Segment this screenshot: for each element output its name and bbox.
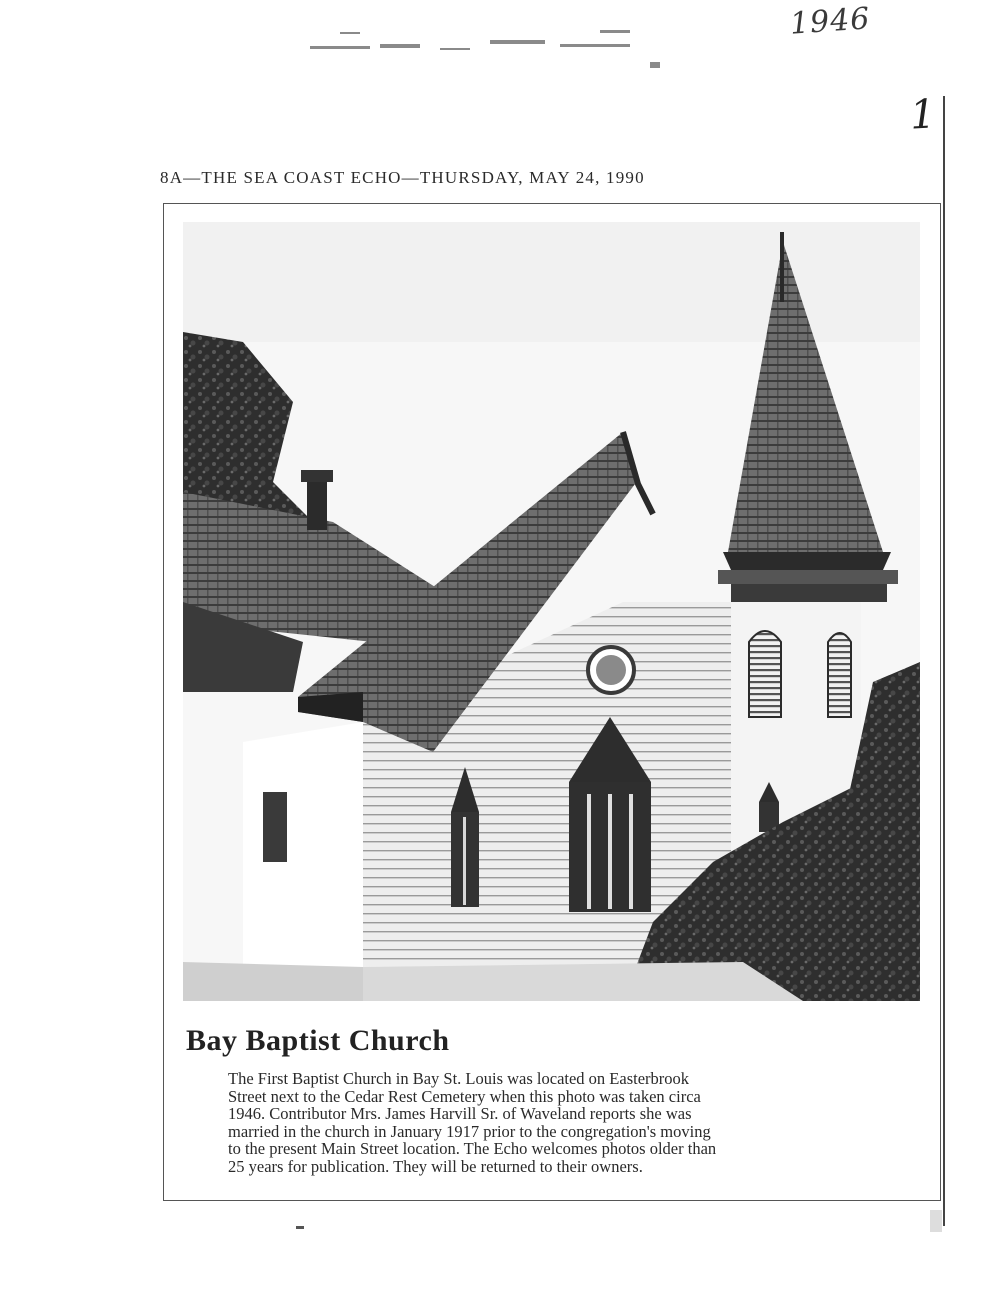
caption-line: to the present Main Street location. The Echo welcomes photos older than	[228, 1139, 717, 1159]
faded-masthead-smudge	[300, 18, 680, 78]
scan-artifact	[296, 1226, 304, 1229]
caption-line: 1946. Contributor Mrs. James Harvill Sr. of Waveland reports she was	[228, 1104, 692, 1124]
handwritten-year-annotation: 1946	[788, 1, 872, 42]
caption-line: The First Baptist Church in Bay St. Louis was located on Easterbrook	[228, 1069, 690, 1088]
newspaper-page-header: 8A—THE SEA COAST ECHO—THURSDAY, MAY 24, 1990	[160, 168, 645, 187]
caption-line: married in the church in January 1917 prior to the congregation's moving	[228, 1121, 711, 1141]
caption-line: 25 years for publication. They will be returned to their owners.	[228, 1156, 643, 1176]
article-title: Bay Baptist Church	[186, 1024, 450, 1057]
handwritten-page-mark: 1	[908, 91, 937, 139]
scan-artifact	[930, 1210, 942, 1232]
church-illustration	[183, 222, 920, 1001]
caption-line: Street next to the Cedar Rest Cemetery when this photo was taken circa	[228, 1086, 701, 1106]
church-photograph	[183, 222, 920, 1001]
article-caption	[228, 1070, 878, 1176]
clipping-right-edge	[943, 96, 945, 1226]
